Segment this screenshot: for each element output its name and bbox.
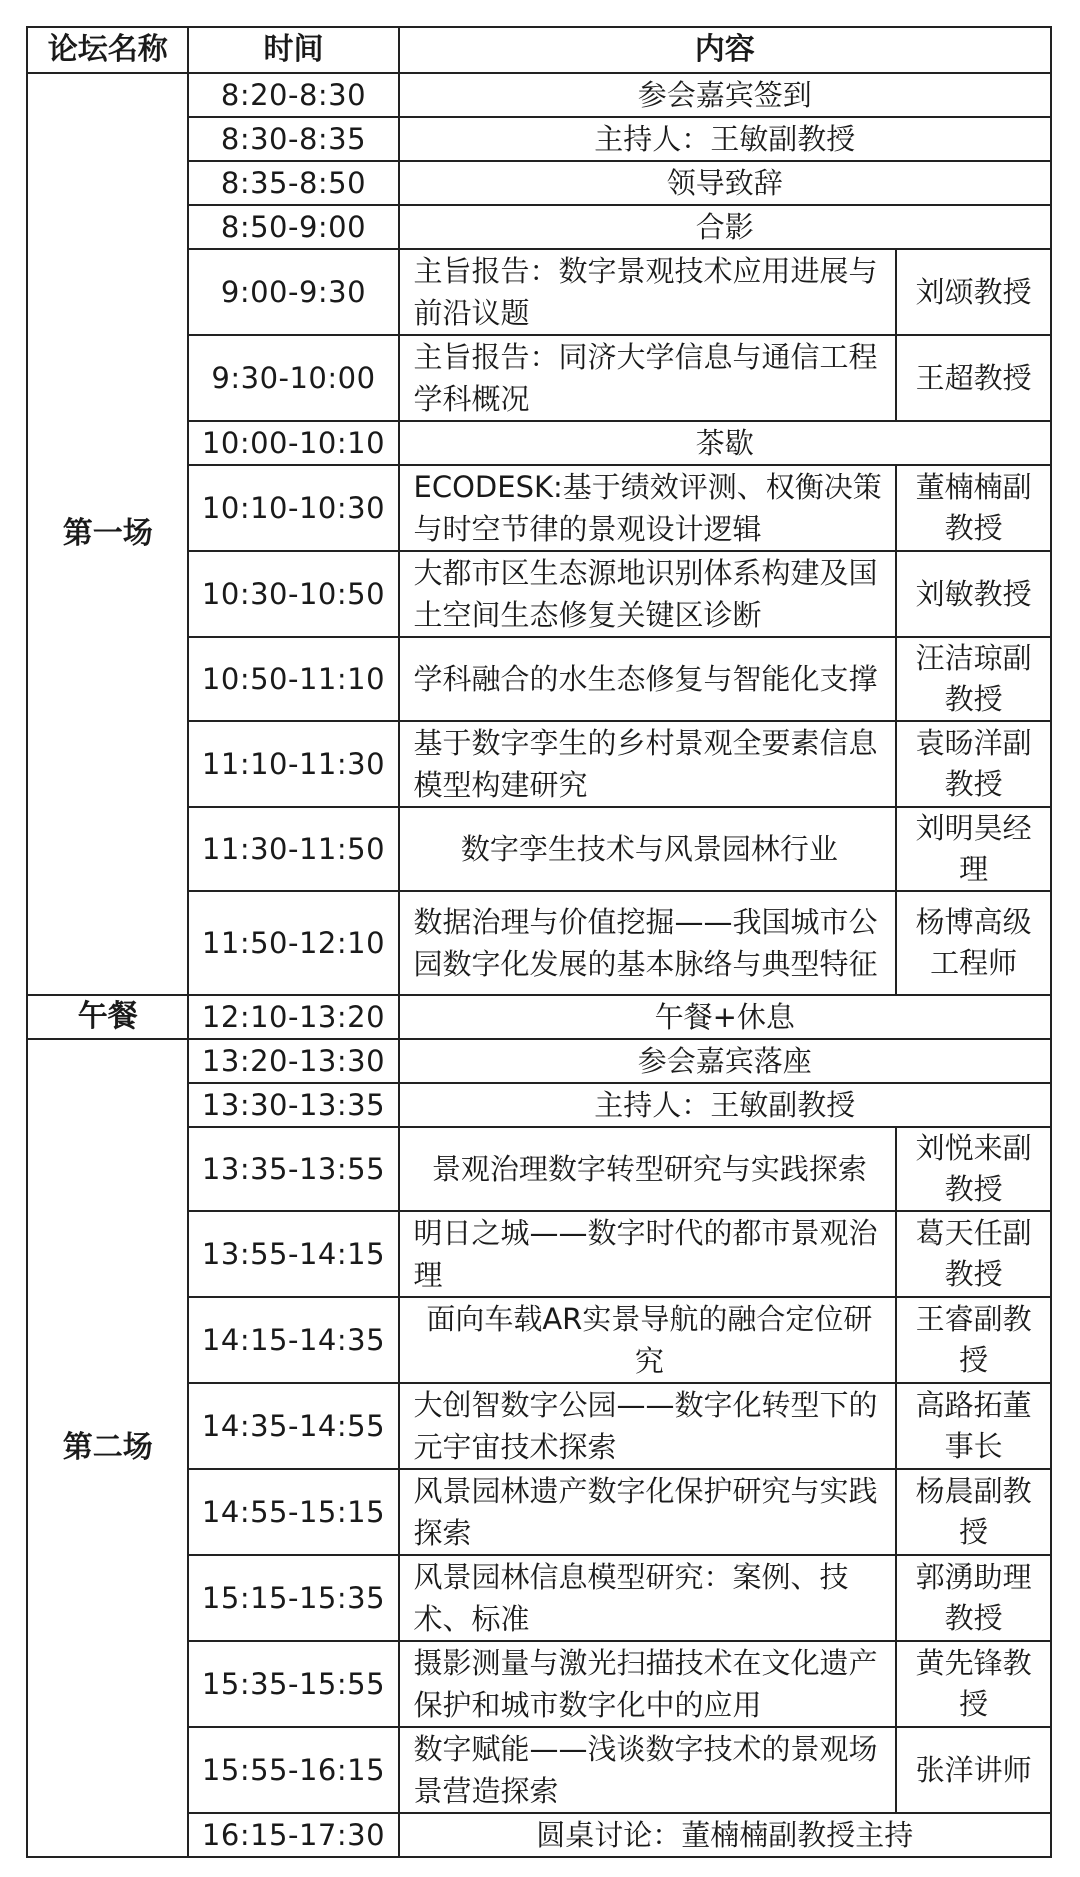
table-row <box>27 995 1051 1039</box>
talk-title: 面向车载AR实景导航的融合定位研究 <box>399 1297 897 1383</box>
session-first: 第一场 <box>27 73 188 995</box>
time-cell: 10:30-10:50 <box>188 551 398 637</box>
time-cell: 14:15-14:35 <box>188 1297 398 1383</box>
content-cell: 圆桌讨论：董楠楠副教授主持 <box>399 1813 1051 1857</box>
content-cell: 参会嘉宾签到 <box>399 73 1051 117</box>
talk-title: 风景园林遗产数字化保护研究与实践探索 <box>399 1469 897 1555</box>
speaker-cell: 杨晨副教授 <box>896 1469 1051 1555</box>
content-cell: 主持人：王敏副教授 <box>399 1083 1051 1127</box>
speaker-cell: 汪洁琼副教授 <box>896 637 1051 721</box>
time-cell: 13:20-13:30 <box>188 1039 398 1083</box>
time-cell: 8:35-8:50 <box>188 161 398 205</box>
time-cell: 10:00-10:10 <box>188 421 398 465</box>
content-cell: 合影 <box>399 205 1051 249</box>
speaker-cell: 张洋讲师 <box>896 1727 1051 1813</box>
time-cell: 8:50-9:00 <box>188 205 398 249</box>
talk-title: 主旨报告：数字景观技术应用进展与前沿议题 <box>399 249 897 335</box>
talk-title: 数字孪生技术与风景园林行业 <box>399 807 897 891</box>
talk-title: 大都市区生态源地识别体系构建及国土空间生态修复关键区诊断 <box>399 551 897 637</box>
speaker-cell: 葛天任副教授 <box>896 1211 1051 1297</box>
time-cell: 13:35-13:55 <box>188 1127 398 1211</box>
speaker-cell: 董楠楠副教授 <box>896 465 1051 551</box>
speaker-cell: 刘颂教授 <box>896 249 1051 335</box>
schedule-sheet <box>26 26 1052 1858</box>
content-cell: 主持人：王敏副教授 <box>399 117 1051 161</box>
time-cell: 12:10-13:20 <box>188 995 398 1039</box>
talk-title: 数据治理与价值挖掘——我国城市公园数字化发展的基本脉络与典型特征 <box>399 891 897 995</box>
time-cell: 8:20-8:30 <box>188 73 398 117</box>
speaker-cell: 刘明昊经理 <box>896 807 1051 891</box>
session-lunch: 午餐 <box>27 995 188 1039</box>
time-cell: 11:50-12:10 <box>188 891 398 995</box>
header-time: 时间 <box>188 27 398 73</box>
time-cell: 10:50-11:10 <box>188 637 398 721</box>
content-cell: 领导致辞 <box>399 161 1051 205</box>
time-cell: 14:55-15:15 <box>188 1469 398 1555</box>
talk-title: 风景园林信息模型研究：案例、技术、标准 <box>399 1555 897 1641</box>
talk-title: 明日之城——数字时代的都市景观治理 <box>399 1211 897 1297</box>
speaker-cell: 王超教授 <box>896 335 1051 421</box>
talk-title: ECODESK:基于绩效评测、权衡决策与时空节律的景观设计逻辑 <box>399 465 897 551</box>
talk-title: 景观治理数字转型研究与实践探索 <box>399 1127 897 1211</box>
session-second: 第二场 <box>27 1039 188 1857</box>
table-row <box>27 73 1051 117</box>
speaker-cell: 杨博高级工程师 <box>896 891 1051 995</box>
header-forum: 论坛名称 <box>27 27 188 73</box>
speaker-cell: 袁旸洋副教授 <box>896 721 1051 807</box>
time-cell: 13:55-14:15 <box>188 1211 398 1297</box>
speaker-cell: 刘敏教授 <box>896 551 1051 637</box>
table-row <box>27 1039 1051 1083</box>
speaker-cell: 高路拓董事长 <box>896 1383 1051 1469</box>
talk-title: 大创智数字公园——数字化转型下的元宇宙技术探索 <box>399 1383 897 1469</box>
time-cell: 15:55-16:15 <box>188 1727 398 1813</box>
talk-title: 基于数字孪生的乡村景观全要素信息模型构建研究 <box>399 721 897 807</box>
time-cell: 14:35-14:55 <box>188 1383 398 1469</box>
speaker-cell: 刘悦来副教授 <box>896 1127 1051 1211</box>
agenda-table <box>26 26 1052 1858</box>
header-content: 内容 <box>399 27 1051 73</box>
speaker-cell: 郭湧助理教授 <box>896 1555 1051 1641</box>
speaker-cell: 王睿副教授 <box>896 1297 1051 1383</box>
time-cell: 13:30-13:35 <box>188 1083 398 1127</box>
talk-title: 摄影测量与激光扫描技术在文化遗产保护和城市数字化中的应用 <box>399 1641 897 1727</box>
content-cell: 参会嘉宾落座 <box>399 1039 1051 1083</box>
content-cell: 午餐+休息 <box>399 995 1051 1039</box>
header-row <box>27 27 1051 73</box>
talk-title: 数字赋能——浅谈数字技术的景观场景营造探索 <box>399 1727 897 1813</box>
talk-title: 学科融合的水生态修复与智能化支撑 <box>399 637 897 721</box>
talk-title: 主旨报告：同济大学信息与通信工程学科概况 <box>399 335 897 421</box>
time-cell: 8:30-8:35 <box>188 117 398 161</box>
time-cell: 11:10-11:30 <box>188 721 398 807</box>
speaker-cell: 黄先锋教授 <box>896 1641 1051 1727</box>
time-cell: 9:30-10:00 <box>188 335 398 421</box>
time-cell: 11:30-11:50 <box>188 807 398 891</box>
time-cell: 15:35-15:55 <box>188 1641 398 1727</box>
time-cell: 9:00-9:30 <box>188 249 398 335</box>
time-cell: 16:15-17:30 <box>188 1813 398 1857</box>
content-cell: 茶歇 <box>399 421 1051 465</box>
time-cell: 10:10-10:30 <box>188 465 398 551</box>
time-cell: 15:15-15:35 <box>188 1555 398 1641</box>
